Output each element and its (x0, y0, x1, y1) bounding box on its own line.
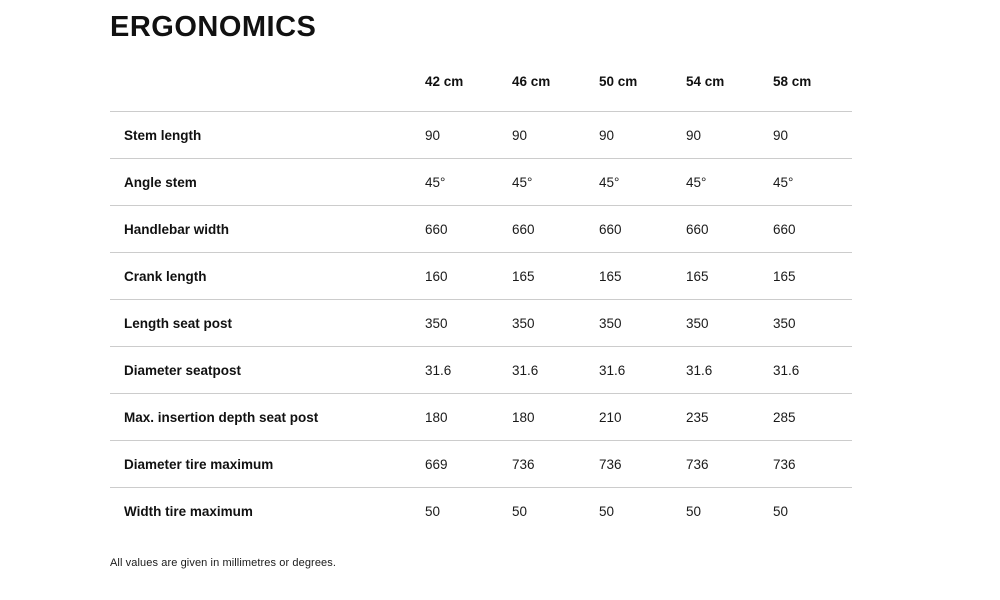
column-header-54cm: 54 cm (686, 74, 725, 90)
cell-value: 50 (512, 504, 528, 520)
row-label: Max. insertion depth seat post (124, 409, 319, 425)
cell-value: 350 (425, 315, 448, 331)
cell-value: 165 (773, 268, 796, 284)
row-label: Diameter tire maximum (124, 456, 274, 472)
cell-value: 90 (512, 127, 528, 143)
cell-value: 180 (425, 409, 448, 425)
table-body (110, 112, 852, 535)
cell-value: 45° (686, 174, 707, 190)
cell-value: 350 (773, 315, 796, 331)
header-spacer (110, 74, 425, 112)
row-label: Crank length (124, 268, 207, 284)
table-row-diameter-tire-maximum (110, 441, 852, 488)
cell-value: 31.6 (425, 362, 452, 378)
cell-value: 45° (773, 174, 794, 190)
row-label: Width tire maximum (124, 504, 253, 520)
table-row-angle-stem (110, 159, 852, 206)
cell-value: 31.6 (686, 362, 713, 378)
cell-value: 50 (599, 504, 615, 520)
cell-value: 210 (599, 409, 622, 425)
cell-value: 660 (686, 221, 709, 237)
cell-value: 90 (599, 127, 615, 143)
cell-value: 660 (425, 221, 448, 237)
table-row-crank-length (110, 253, 852, 300)
cell-value: 669 (425, 456, 448, 472)
cell-value: 45° (599, 174, 620, 190)
units-footnote: All values are given in millimetres or degrees. (110, 556, 337, 569)
cell-value: 90 (686, 127, 702, 143)
column-header-46cm: 46 cm (512, 74, 551, 90)
cell-value: 50 (686, 504, 702, 520)
column-header-50cm: 50 cm (599, 74, 638, 90)
cell-value: 31.6 (599, 362, 626, 378)
table-row-diameter-seatpost (110, 347, 852, 394)
cell-value: 660 (512, 221, 535, 237)
cell-value: 180 (512, 409, 535, 425)
cell-value: 90 (773, 127, 789, 143)
row-label: Diameter seatpost (124, 362, 242, 378)
cell-value: 165 (512, 268, 535, 284)
table-row-stem-length (110, 112, 852, 159)
cell-value: 350 (686, 315, 709, 331)
cell-value: 736 (599, 456, 622, 472)
cell-value: 350 (599, 315, 622, 331)
cell-value: 45° (512, 174, 533, 190)
table-header (110, 74, 852, 112)
cell-value: 31.6 (512, 362, 539, 378)
cell-value: 50 (425, 504, 441, 520)
column-header-58cm: 58 cm (773, 74, 812, 90)
column-header-42cm: 42 cm (425, 74, 464, 90)
cell-value: 165 (686, 268, 709, 284)
page-title: ERGONOMICS (110, 11, 317, 43)
table-row-width-tire-maximum (110, 488, 852, 535)
header-row (110, 74, 852, 112)
cell-value: 285 (773, 409, 796, 425)
table-row-handlebar-width (110, 206, 852, 253)
cell-value: 235 (686, 409, 709, 425)
row-label: Stem length (124, 127, 202, 143)
cell-value: 90 (425, 127, 441, 143)
row-label: Length seat post (124, 315, 233, 331)
cell-value: 45° (425, 174, 446, 190)
row-label: Angle stem (124, 174, 197, 190)
cell-value: 736 (686, 456, 709, 472)
row-label: Handlebar width (124, 221, 230, 237)
cell-value: 31.6 (773, 362, 800, 378)
table-row-max-insertion-depth (110, 394, 852, 441)
ergonomics-table (110, 74, 852, 535)
cell-value: 736 (773, 456, 796, 472)
cell-value: 660 (599, 221, 622, 237)
table-row-length-seat-post (110, 300, 852, 347)
cell-value: 350 (512, 315, 535, 331)
cell-value: 736 (512, 456, 535, 472)
cell-value: 50 (773, 504, 789, 520)
cell-value: 165 (599, 268, 622, 284)
cell-value: 660 (773, 221, 796, 237)
cell-value: 160 (425, 268, 448, 284)
